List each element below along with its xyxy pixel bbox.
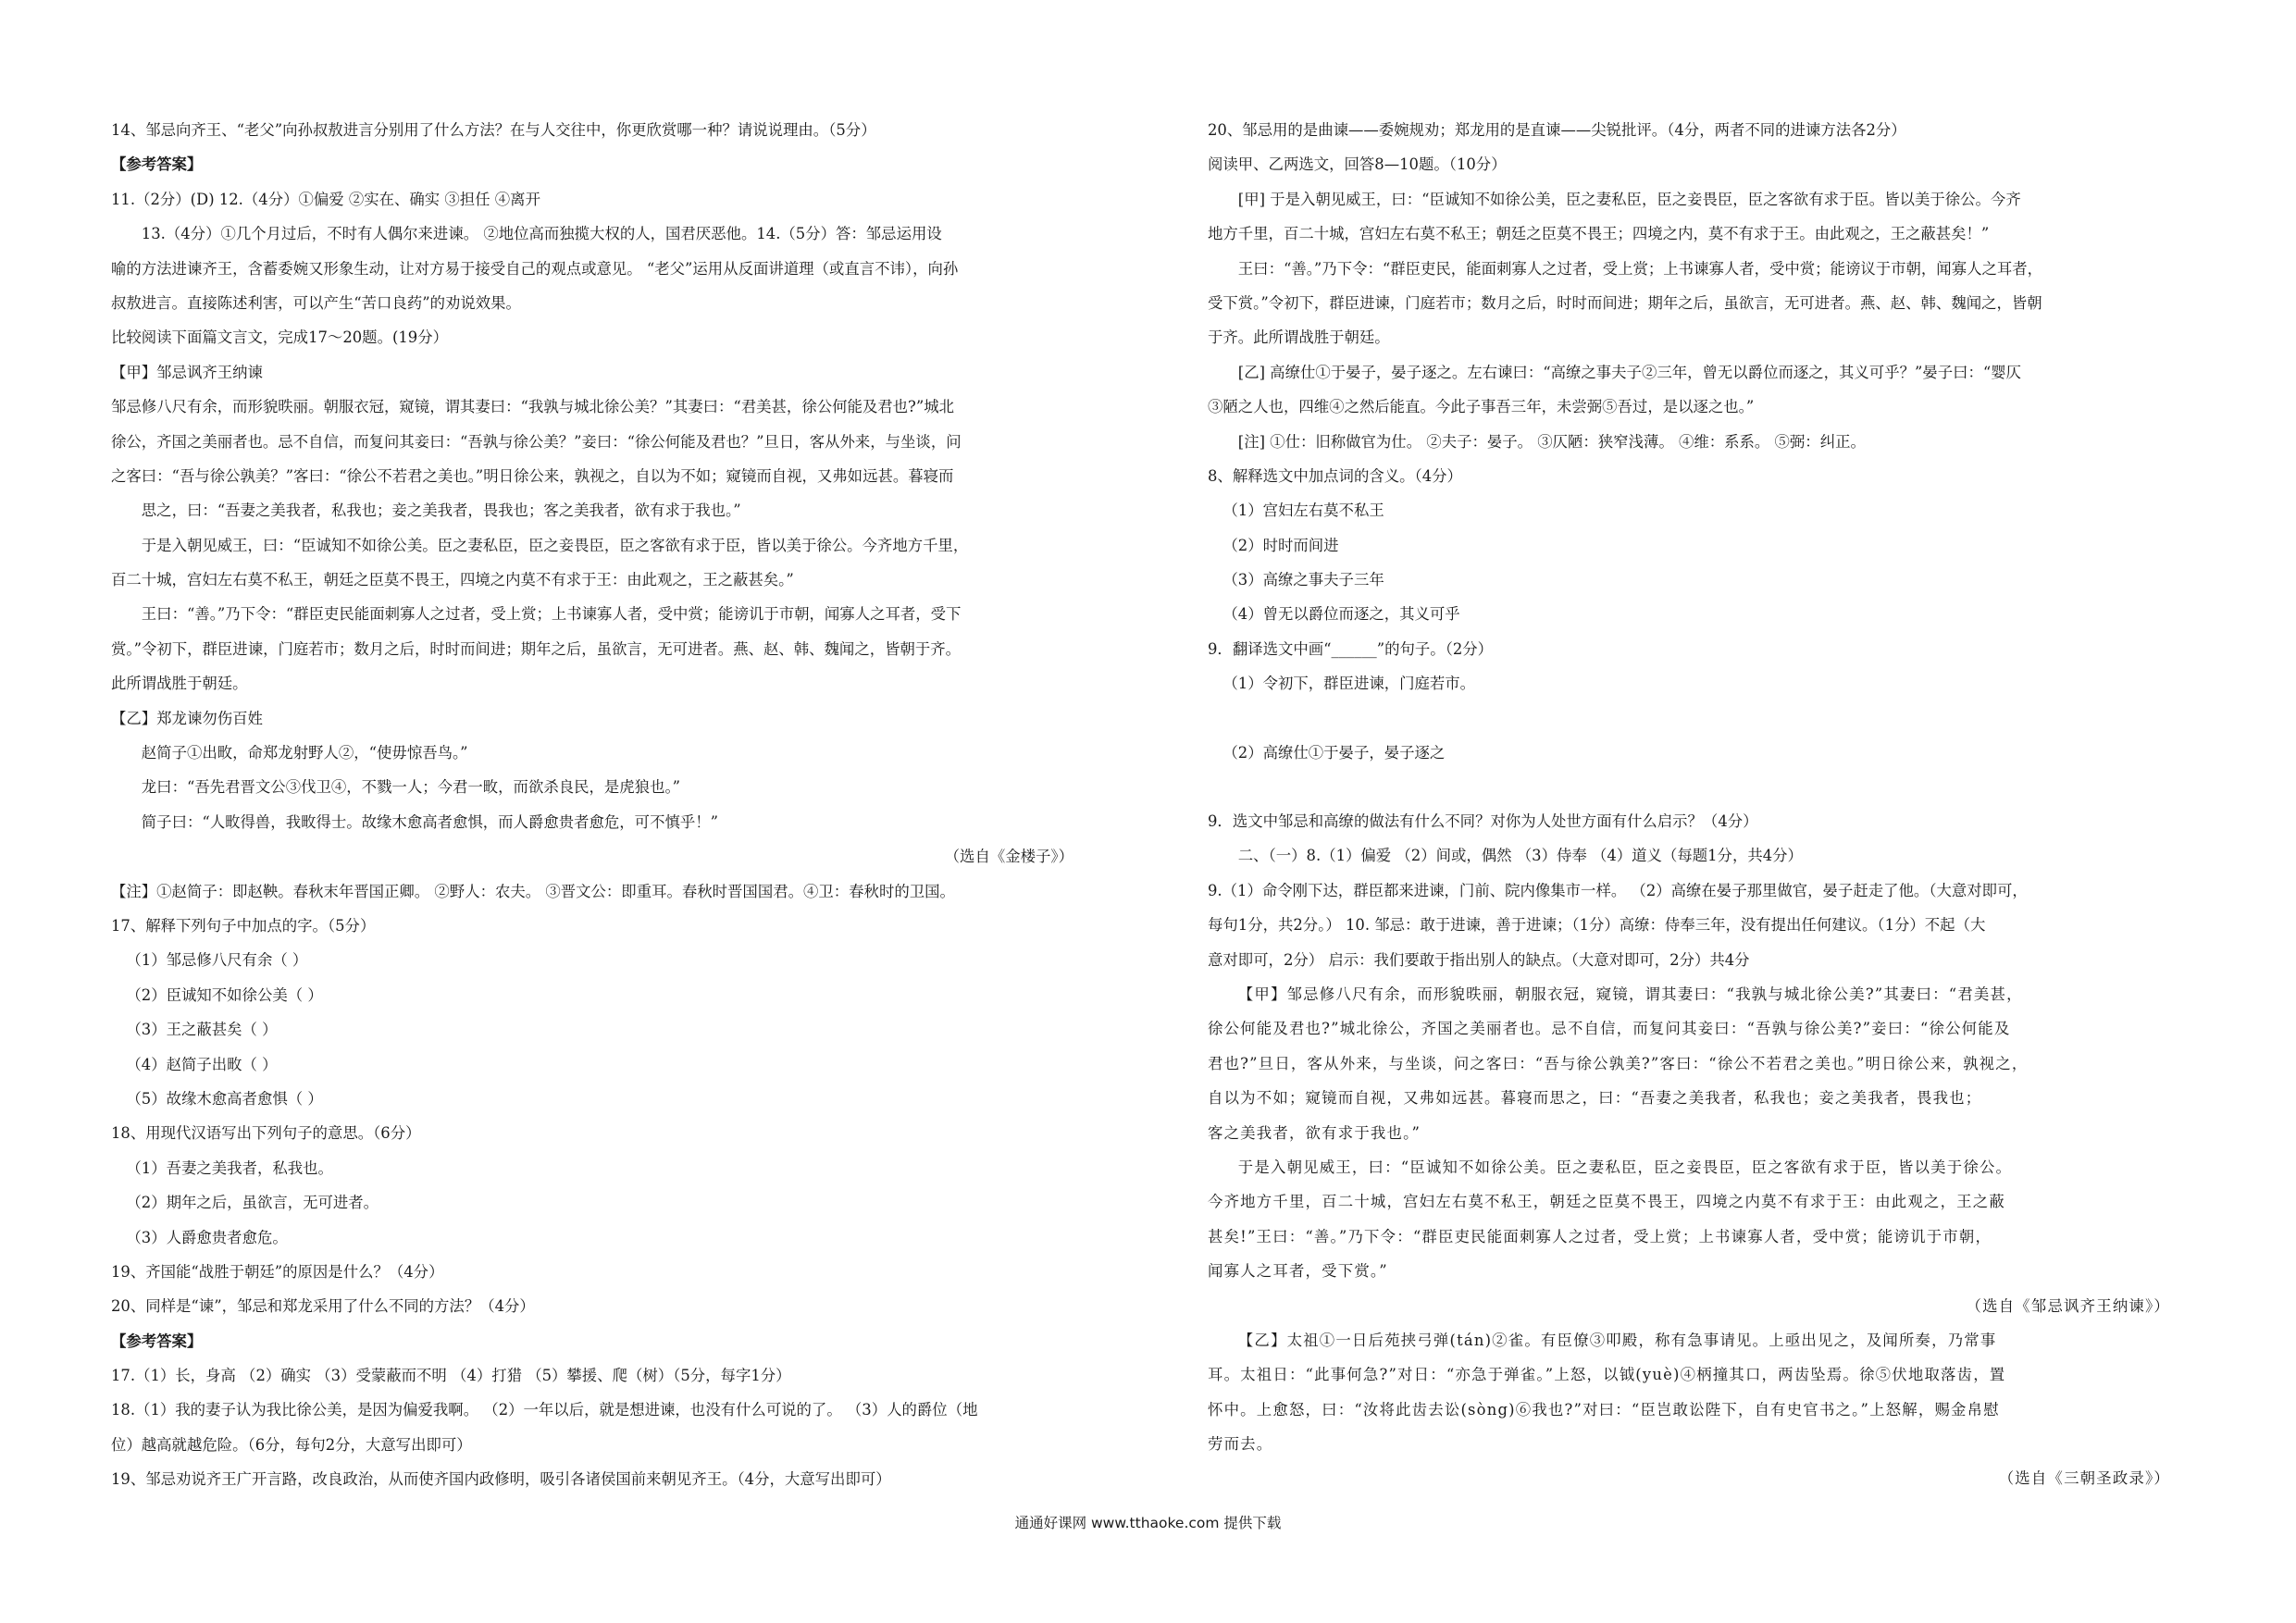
text-line: （1）宫妇左右莫不私王 (1222, 502, 1384, 520)
text-line: 怀中。上愈怒，曰：“汝将此齿去讼(sòng)⑥我也?”对曰：“臣岂敢讼陛下，自有史官书之。”上怒解，赐金帛慰 (1208, 1400, 2000, 1419)
text-line: 二、（一）8.（1）偏爱 （2）间或，偶然 （3）侍奉 （4）道义（每题1分，共4分） (1237, 847, 1803, 865)
text-line: 【乙】郑龙谏勿伤百姓 (111, 709, 263, 727)
text-line: 于是入朝见威王，曰：“臣诚知不如徐公美。臣之妻私臣，臣之妾畏臣，臣之客欲有求于臣，皆以美于徐公。 (1237, 1158, 2013, 1176)
text-line: 叔敖进言。直接陈述利害，可以产生“苦口良药”的劝说效果。 (111, 293, 521, 312)
text-line: 14、邹忌向齐王、“老父”向孙叔敖进言分别用了什么方法？在与人交往中，你更欣赏哪一种？请说说理由。（5分） (111, 121, 876, 139)
text-line: 【参考答案】 (111, 1332, 203, 1350)
text-line: （2）时时而间进 (1222, 536, 1339, 554)
text-line: 徐公何能及君也?”城北徐公，齐国之美丽者也。忌不自信，而复问其妾曰：“吾孰与徐公美?”妾曰：“徐公何能及 (1208, 1020, 2011, 1038)
text-line: 【参考答案】 (111, 155, 203, 174)
text-line: 9.（1）命令刚下达，群臣都来进谏，门前、院内像集市一样。 （2）高缭在晏子那里做官，晏子赶走了他。（大意对即可， (1208, 881, 2028, 899)
text-line: 【甲】邹忌讽齐王纳谏 (111, 363, 263, 381)
text-line: 18.（1）我的妻子认为我比徐公美，是因为偏爱我啊。 （2）一年以后，就是想进谏，也没有什么可说的了。 （3）人的爵位（地 (111, 1401, 978, 1419)
text-line: 受下赏。”令初下，群臣进谏，门庭若市；数月之后，时时而间进；期年之后，虽欲言，无可进者。燕、赵、韩、魏闻之，皆朝 (1208, 293, 2042, 312)
text-line: 闻寡人之耳者，受下赏。” (1208, 1262, 1388, 1281)
text-line: （1）邹忌修八尺有余（ ） (126, 951, 308, 970)
text-line: 君也?”旦日，客从外来，与坐谈，问之客曰：“吾与徐公孰美?”客曰：“徐公不若君之美也。”明日徐公来，孰视之， (1208, 1054, 2029, 1072)
text-line: 之客曰：“吾与徐公孰美？”客曰：“徐公不若君之美也。”明日徐公来，孰视之，自以为不如；窥镜而自视，又弗如远甚。暮寝而 (111, 466, 954, 485)
text-line: （3）王之蔽甚矣（ ） (126, 1021, 278, 1039)
text-line: 20、邹忌用的是曲谏——委婉规劝；郑龙用的是直谏——尖锐批评。（4分，两者不同的进谏方法各2分） (1208, 121, 1906, 139)
text-line: （2）期年之后，虽欲言，无可进者。 (126, 1194, 379, 1212)
text-line: 龙曰：“吾先君晋文公③伐卫④，不戮一人；今君一畋，而欲杀良民，是虎狼也。” (141, 778, 681, 797)
text-line: （5）故缘木愈高者愈惧（ ） (126, 1089, 323, 1108)
text-line: 徐公，齐国之美丽者也。忌不自信，而复问其妾曰：“吾孰与徐公美？”妾曰：“徐公何能及君也？”旦日，客从外来，与坐谈，问 (111, 432, 962, 451)
text-line: 甚矣!”王曰：“善。”乃下令：“群臣吏民能面刺寡人之过者，受上赏；上书谏寡人者，受中赏；能谤讥于市朝， (1208, 1227, 1992, 1245)
right-column (1208, 113, 2207, 1496)
text-line: （1）吾妻之美我者，私我也。 (126, 1158, 333, 1177)
text-line: 8、解释选文中加点词的含义。（4分） (1208, 466, 1462, 485)
text-line: 意对即可，2分） 启示：我们要敢于指出别人的缺点。（大意对即可，2分）共4分 (1208, 950, 1750, 969)
text-line: 于是入朝见威王，曰：“臣诚知不如徐公美。臣之妻私臣，臣之妾畏臣，臣之客欲有求于臣，皆以美于徐公。今齐地方千里， (141, 536, 969, 554)
text-line: （3）高缭之事夫子三年 (1222, 571, 1384, 589)
text-line: （4）曾无以爵位而逐之，其义可乎 (1222, 605, 1460, 624)
text-line: （3）人爵愈贵者愈危。 (126, 1228, 288, 1246)
text-line: 地方千里，百二十城，宫妇左右莫不私王；朝廷之臣莫不畏王；四境之内，莫不有求于王。由此观之，王之蔽甚矣！” (1208, 225, 1990, 243)
text-line: [乙] 高缭仕①于晏子，晏子逐之。左右谏曰：“高缭之事夫子②三年，曾无以爵位而逐之，其义可乎？”晏子曰：“婴仄 (1237, 363, 2022, 381)
text-line: ③陋之人也，四维④之然后能直。今此子事吾三年，未尝弼⑤吾过，是以逐之也。” (1208, 398, 1755, 416)
page-footer: 通通好课网 www.tthaoke.com 提供下载 (1014, 1515, 1282, 1531)
text-line: （选自《金楼子》） (944, 848, 1074, 866)
text-line: 喻的方法进谏齐王，含蓄委婉又形象生动，让对方易于接受自己的观点或意见。 “老父”运用从反面讲道理（或直言不讳），向孙 (111, 259, 959, 278)
text-line: 11.（2分）(D) 12.（4分）①偏爱 ②实在、确实 ③担任 ④离开 (111, 190, 540, 208)
text-line: 王曰：“善。”乃下令：“群臣吏民，能面刺寡人之过者，受上赏；上书谏寡人者，受中赏；能谤议于市朝，闻寡人之耳者， (1237, 259, 2043, 278)
text-line: 思之，曰：“吾妻之美我者，私我也；妾之美我者，畏我也；客之美我者，欲有求于我也。” (141, 502, 741, 520)
text-line: 【乙】太祖①一日后苑挟弓弹(tán)②雀。有臣僚③叩殿，称有急事请见。上亟出见之，及闻所奏，乃常事 (1237, 1331, 1997, 1349)
text-line: 赏。”令初下，群臣进谏，门庭若市；数月之后，时时而间进；期年之后，虽欲言，无可进者。燕、赵、韩、魏闻之，皆朝于齐。 (111, 639, 962, 658)
text-line: 阅读甲、乙两选文，回答8—10题。（10分） (1208, 155, 1507, 174)
text-line: 【注】①赵简子：即赵鞅。春秋末年晋国正卿。 ②野人：农夫。 ③晋文公：即重耳。春秋时晋国国君。④卫：春秋时的卫国。 (111, 882, 955, 900)
text-line: 耳。太祖日：“此事何急?”对日：“亦急于弹雀。”上怒，以钺(yuè)④柄撞其口，两齿坠焉。徐⑤伏地取落齿，置 (1208, 1366, 2006, 1384)
left-column (111, 113, 1111, 1497)
text-line: 19、邹忌劝说齐王广开言路，改良政治，从而使齐国内政修明，吸引各诸侯国前来朝见齐王。（4分，大意写出即可） (111, 1470, 891, 1489)
text-line: 于齐。此所谓战胜于朝廷。 (1208, 328, 1390, 347)
text-line: （2）高缭仕①于晏子，晏子逐之 (1222, 743, 1446, 762)
text-line: 邹忌修八尺有余，而形貌昳丽。朝服衣冠，窥镜，谓其妻曰：“我孰与城北徐公美？”其妻曰：“君美甚，徐公何能及君也?”城北 (111, 398, 955, 416)
text-line: 【甲】邹忌修八尺有余，而形貌昳丽，朝服衣冠，窥镜，谓其妻曰：“我孰与城北徐公美?”其妻曰：“君美甚， (1237, 985, 2023, 1003)
text-line: 百二十城，宫妇左右莫不私王，朝廷之臣莫不畏王，四境之内莫不有求于王：由此观之，王之蔽甚矣。” (111, 571, 794, 589)
text-line: [甲] 于是入朝见威王，曰：“臣诚知不如徐公美，臣之妻私臣，臣之妾畏臣，臣之客欲有求于臣。皆以美于徐公。今齐 (1237, 190, 2021, 208)
text-line: （4）赵简子出畋（ ） (126, 1055, 278, 1073)
text-line: 客之美我者，欲有求于我也。” (1208, 1123, 1421, 1142)
text-line: 17.（1）长，身高 （2）确实 （3）受蒙蔽而不明 （4）打猎 （5）攀援、爬（树）（5分，每字1分） (111, 1367, 791, 1385)
text-line: 简子曰：“人畋得兽，我畋得士。故缘木愈高者愈惧，而人爵愈贵者愈危，可不慎乎！” (141, 812, 719, 831)
text-line: 18、用现代汉语写出下列句子的意思。（6分） (111, 1124, 421, 1143)
text-line: 此所谓战胜于朝廷。 (111, 675, 248, 693)
text-line: 每句1分，共2分。） 10. 邹忌：敢于进谏，善于进谏；（1分）高缭：侍奉三年，没有提出任何建议。（1分）不起（大 (1208, 916, 1986, 935)
text-line: （1）令初下，群臣进谏，门庭若市。 (1222, 675, 1476, 693)
text-line: 19、齐国能“战胜于朝廷”的原因是什么？（4分） (111, 1262, 444, 1281)
text-line: 王曰：“善。”乃下令：“群臣吏民能面刺寡人之过者，受上赏；上书谏寡人者，受中赏；能谤讥于市朝，闻寡人之耳者，受下 (141, 605, 962, 624)
text-line: 比较阅读下面篇文言文，完成17～20题。(19分） (111, 328, 448, 347)
text-line: 位）越高就越危险。（6分，每句2分，大意写出即可） (111, 1435, 472, 1454)
text-line: 9．选文中邹忌和高缭的做法有什么不同？对你为人处世方面有什么启示？（4分） (1208, 812, 1758, 831)
text-line: 赵简子①出畋，命郑龙射野人②，“使毋惊吾鸟。” (141, 744, 468, 762)
text-line: 自以为不如；窥镜而自视，又弗如远甚。暮寝而思之，曰：“吾妻之美我者，私我也；妾之美我者，畏我也； (1208, 1089, 1982, 1108)
text-line: （2）臣诚知不如徐公美（ ） (126, 985, 323, 1004)
text-line: （选自《三朝圣政录》） (1998, 1469, 2170, 1488)
text-line: （选自《邹忌讽齐王纳谏》） (1966, 1296, 2170, 1315)
text-line: [注] ①仕：旧称做官为仕。 ②夫子：晏子。 ③仄陋：狭窄浅薄。 ④维：系系。 ⑤弼：纠正。 (1237, 432, 1866, 451)
text-line: 13.（4分）①几个月过后，不时有人偶尔来进谏。 ②地位高而独揽大权的人，国君厌恶他。14.（5分）答：邹忌运用设 (141, 225, 942, 243)
text-line: 17、解释下列句子中加点的字。（5分） (111, 916, 376, 935)
text-line: 20、同样是“谏”，邹忌和郑龙采用了什么不同的方法？（4分） (111, 1297, 535, 1316)
text-line: 劳而去。 (1208, 1435, 1273, 1454)
text-line: 9．翻译选文中画“______”的句子。（2分） (1208, 639, 1494, 658)
text-line: 今齐地方千里，百二十城，宫妇左右莫不私王，朝廷之臣莫不畏王，四境之内莫不有求于王：由此观之，王之蔽 (1208, 1193, 2005, 1211)
